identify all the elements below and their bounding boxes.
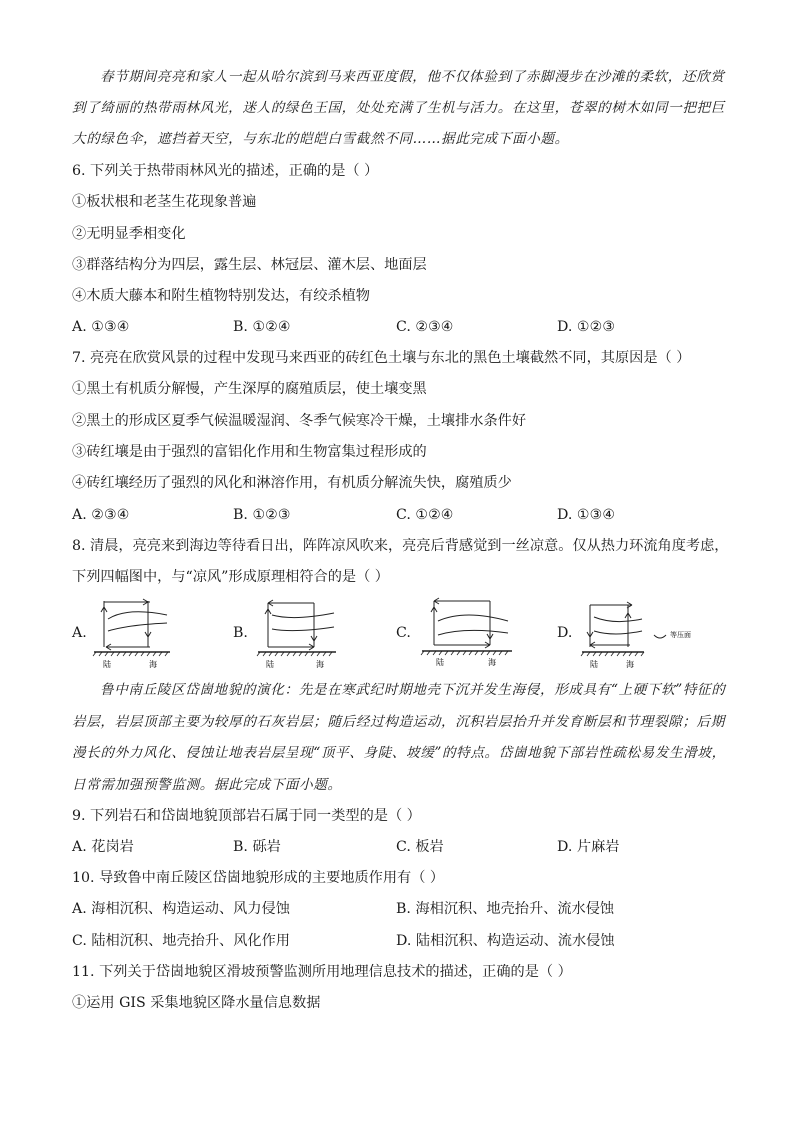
passage2-line-3: 漫长的外力风化、侵蚀让地表岩层呈现“顶平、身陡、坡缓”的特点。岱崮地貌下部岩性疏松易发生滑坡，: [72, 745, 726, 761]
q8-figure-d-legend: 等压面: [670, 631, 691, 639]
q7-item-1: ①黑土有机质分解慢，产生深厚的腐殖质层，使土壤变黑: [72, 381, 427, 397]
passage2-line-4: 日常需加强预警监测。据此完成下面小题。: [72, 777, 342, 793]
q7-item-3: ③砖红壤是由于强烈的富铝化作用和生物富集过程形成的: [72, 444, 427, 460]
q9-option-a[interactable]: A. 花岗岩: [72, 839, 134, 855]
q6-option-a[interactable]: A. ①③④: [72, 319, 130, 335]
passage1-line-3: 大的绿色伞，遮挡着天空，与东北的皑皑白雪截然不同……据此完成下面小题。: [72, 131, 569, 147]
q11-stem: 11. 下列关于岱崮地貌区滑坡预警监测所用地理信息技术的描述，正确的是（ ）: [72, 964, 572, 980]
q6-item-3: ③群落结构分为四层，露生层、林冠层、灌木层、地面层: [72, 257, 427, 273]
q8-figure-d-label[interactable]: D.: [557, 625, 573, 641]
q11-item-1: ①运用 GIS 采集地貌区降水量信息数据: [72, 995, 321, 1011]
q8-figure-b-land: 陆: [266, 660, 274, 669]
q6-option-d[interactable]: D. ①②③: [557, 319, 616, 335]
q7-option-b[interactable]: B. ①②③: [233, 507, 291, 523]
q8-stem-line-2: 下列四幅图中，与“凉风”形成原理相符合的是（ ）: [72, 569, 389, 585]
q8-figure-c-land: 陆: [436, 658, 444, 667]
q8-figure-a-land: 陆: [103, 660, 111, 669]
q8-figure-a-label[interactable]: A.: [72, 625, 87, 641]
q7-item-4: ④砖红壤经历了强烈的风化和淋溶作用，有机质分解流失快，腐殖质少: [72, 475, 512, 491]
q7-option-c[interactable]: C. ①②④: [396, 507, 454, 523]
q8-figure-c-label[interactable]: C.: [396, 625, 411, 641]
q8-figure-a[interactable]: [92, 597, 242, 669]
q6-stem: 6. 下列关于热带雨林风光的描述，正确的是（ ）: [72, 163, 379, 179]
passage1-line-2: 到了绮丽的热带雨林风光，迷人的绿色王国，处处充满了生机与活力。在这里，苍翠的树木如同一把把巨: [72, 100, 725, 116]
q9-option-b[interactable]: B. 砾岩: [233, 839, 281, 855]
q7-option-d[interactable]: D. ①③④: [557, 507, 616, 523]
q6-option-c[interactable]: C. ②③④: [396, 319, 454, 335]
q6-option-b[interactable]: B. ①②④: [233, 319, 291, 335]
passage2-line-2: 岩层，岩层顶部主要为较厚的石灰岩层；随后经过构造运动，沉积岩层抬升并发育断层和节理裂隙；后期: [72, 714, 725, 730]
q10-option-d[interactable]: D. 陆相沉积、构造运动、流水侵蚀: [396, 933, 615, 949]
q8-figure-c-sea: 海: [488, 658, 496, 667]
q10-stem: 10. 导致鲁中南丘陵区岱崮地貌形成的主要地质作用有（ ）: [72, 870, 445, 886]
q10-option-b[interactable]: B. 海相沉积、地壳抬升、流水侵蚀: [396, 901, 615, 917]
q8-figure-b-label[interactable]: B.: [233, 625, 248, 641]
q8-stem-line-1: 8. 清晨，亮亮来到海边等待看日出，阵阵凉风吹来，亮亮后背感觉到一丝凉意。仅从热力环流角度考虑，: [72, 538, 729, 554]
q7-stem: 7. 亮亮在欣赏风景的过程中发现马来西亚的砖红色土壤与东北的黑色土壤截然不同，其原因是（ ）: [72, 350, 691, 366]
q6-item-1: ①板状根和老茎生花现象普遍: [72, 194, 257, 210]
q9-option-c[interactable]: C. 板岩: [396, 839, 444, 855]
passage2-line-1: 鲁中南丘陵区岱崮地貌的演化：先是在寒武纪时期地壳下沉并发生海侵，形成具有“上硬下软”特征的: [100, 682, 726, 698]
q8-figure-d-sea: 海: [626, 660, 634, 669]
q6-item-2: ②无明显季相变化: [72, 226, 186, 242]
q7-option-a[interactable]: A. ②③④: [72, 507, 130, 523]
q7-item-2: ②黑土的形成区夏季气候温暖湿润、冬季气候寒冷干燥，土壤排水条件好: [72, 413, 527, 429]
q8-figure-b-sea: 海: [316, 660, 324, 669]
q9-stem: 9. 下列岩石和岱崮地貌顶部岩石属于同一类型的是（ ）: [72, 808, 421, 824]
q8-figure-b[interactable]: [256, 597, 406, 669]
q8-figure-a-sea: 海: [149, 660, 157, 669]
passage1-line-1: 春节期间亮亮和家人一起从哈尔滨到马来西亚度假，他不仅体验到了赤脚漫步在沙滩的柔软，还欣赏: [100, 69, 725, 85]
q10-option-a[interactable]: A. 海相沉积、构造运动、风力侵蚀: [72, 901, 290, 917]
q9-option-d[interactable]: D. 片麻岩: [557, 839, 620, 855]
q10-option-c[interactable]: C. 陆相沉积、地壳抬升、风化作用: [72, 933, 290, 949]
q8-figure-d-land: 陆: [590, 660, 598, 669]
q8-figure-d[interactable]: [580, 597, 730, 669]
q6-item-4: ④木质大藤本和附生植物特别发达，有绞杀植物: [72, 288, 370, 304]
q8-figure-c[interactable]: [420, 597, 573, 669]
